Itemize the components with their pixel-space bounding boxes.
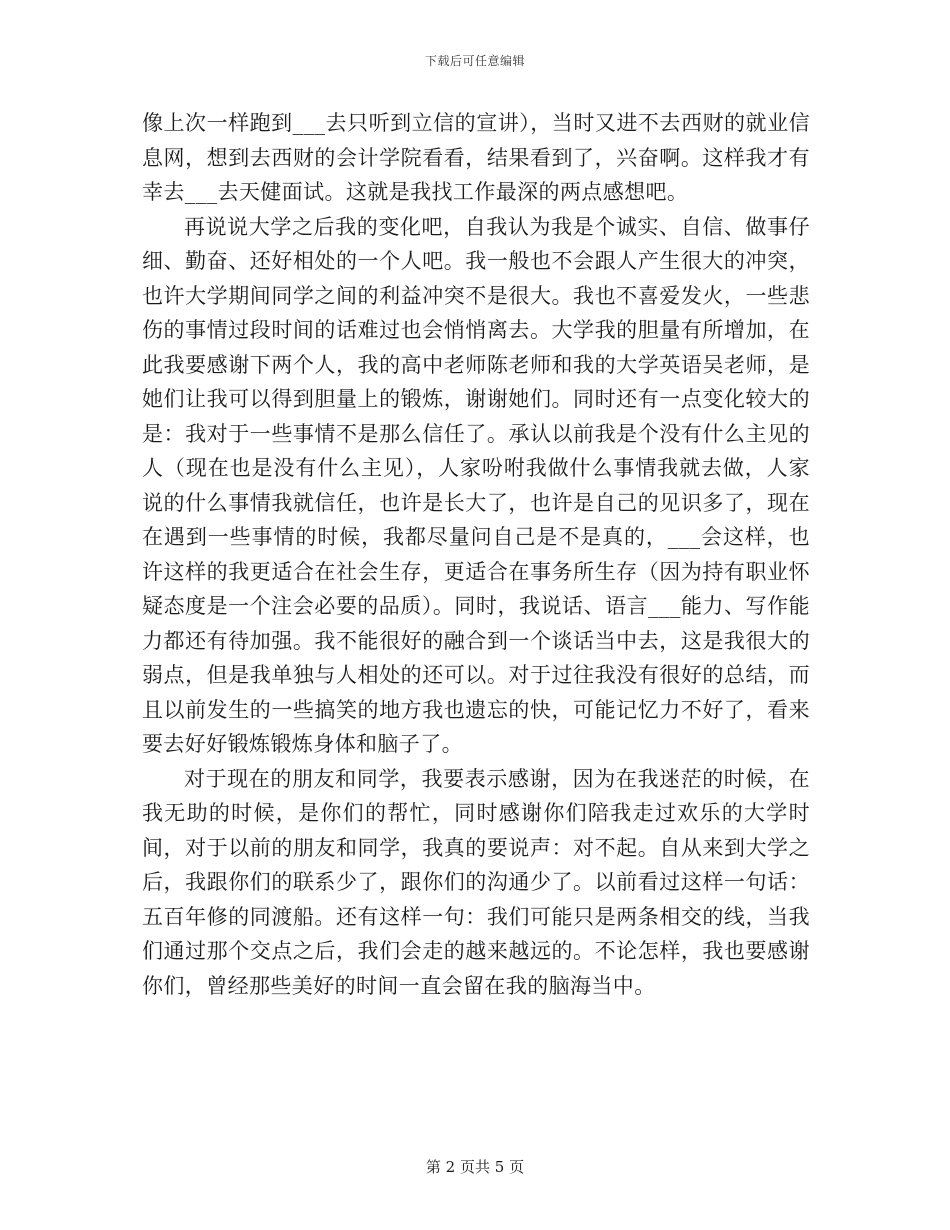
- page-header: 下载后可任意编辑: [424, 54, 525, 68]
- paragraph-thanks-friends: 对于现在的朋友和同学，我要表示感谢，因为在我迷茫的时候，在我无助的时候，是你们的帮忙，同时感谢你们陪我走过欢乐的大学时间，对于以前的朋友和同学，我真的要说声：对不起。自从来到大学之后，我跟你们的联系少了，跟你们的沟通少了。以前看过这样一句话：五百年修的同渡船。还有这样一句：我们可能只是两条相交的线，当我们通过那个交点之后，我们会走的越来越远的。不论怎样，我也要感谢你们，曾经那些美好的时间一直会留在我的脑海当中。: [142, 766, 810, 998]
- paragraph-continuation: 像上次一样跑到___去只听到立信的宣讲），当时又进不去西财的就业信息网，想到去西财的会计学院看看，结果看到了，兴奋啊。这样我才有幸去___去天健面试。这就是我找工作最深的两点感想吧。: [142, 111, 810, 204]
- page-number: 第 2 页共 5 页: [425, 1158, 525, 1176]
- document-body: [142, 106, 810, 1003]
- paragraph-changes-after-college: 再说说大学之后我的变化吧，自我认为我是个诚实、自信、做事仔细、勤奋、还好相处的一个人吧。我一般也不会跟人产生很大的冲突，也许大学期间同学之间的利益冲突不是很大。我也不喜爱发火，一些悲伤的事情过段时间的话难过也会悄悄离去。大学我的胆量有所增加，在此我要感谢下两个人，我的高中老师陈老师和我的大学英语吴老师，是她们让我可以得到胆量上的锻炼，谢谢她们。同时还有一点变化较大的是：我对于一些事情不是那么信任了。承认以前我是个没有什么主见的人（现在也是没有什么主见），人家吩咐我做什么事情我就去做，人家说的什么事情我就信任，也许是长大了，也许是自己的见识多了，现在在遇到一些事情的时候，我都尽量问自己是不是真的，___会这样，也许这样的我更适合在社会生存，更适合在事务所生存（因为持有职业怀疑态度是一个注会必要的品质）。同时，我说话、语言___能力、写作能力都还有待加强。我不能很好的融合到一个谈话当中去，这是我很大的弱点，但是我单独与人相处的还可以。对于过往我没有很好的总结，而且以前发生的一些搞笑的地方我也遗忘的快，可能记忆力不好了，看来要去好好锻炼锻炼身体和脑子了。: [142, 214, 810, 756]
